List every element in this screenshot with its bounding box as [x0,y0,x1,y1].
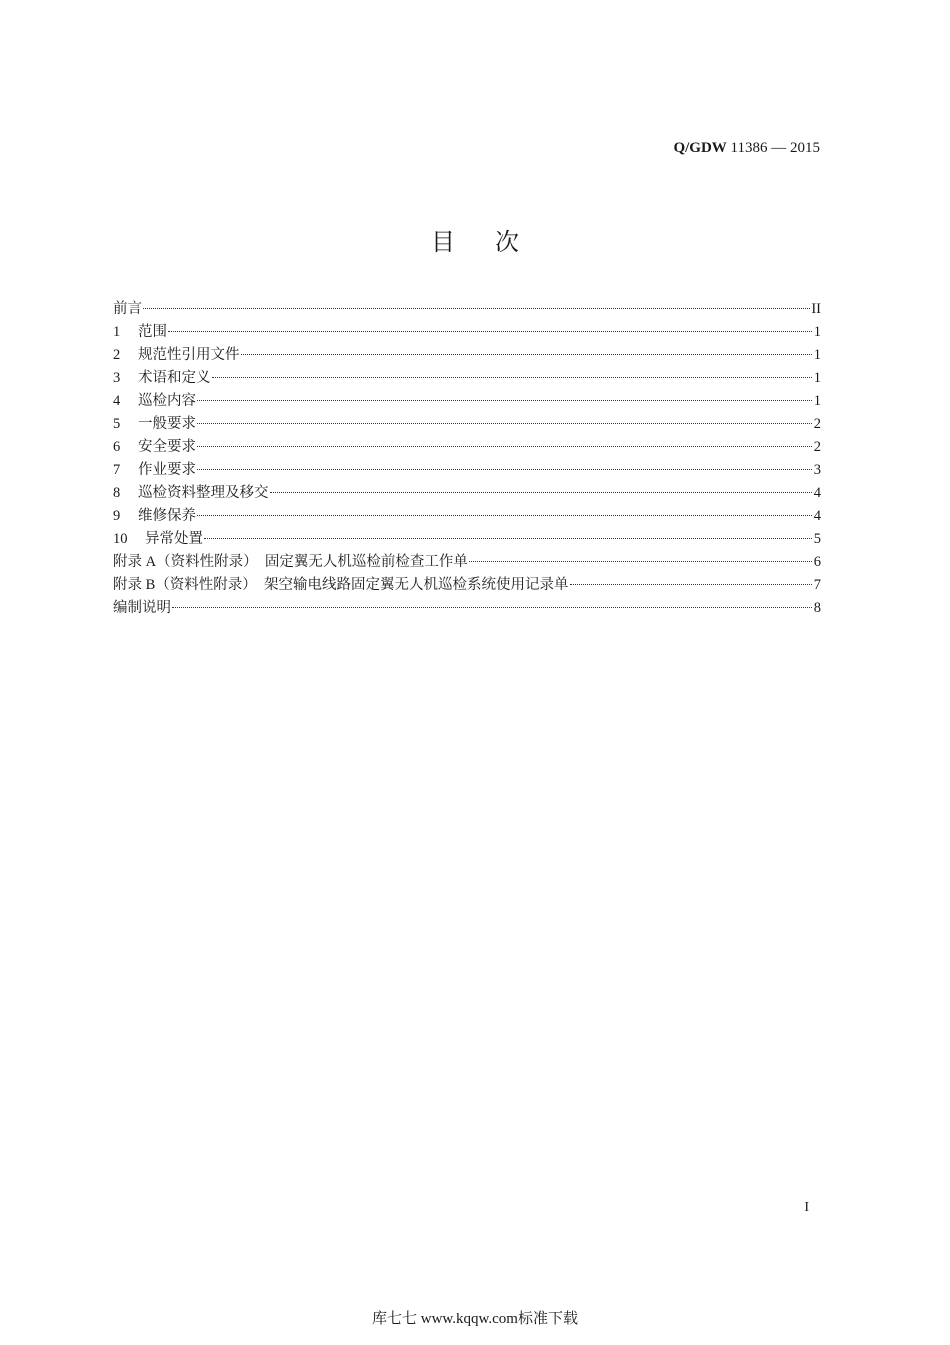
toc-entry-page: 4 [813,508,821,524]
toc-entry-page: 7 [813,577,821,593]
toc-entry-number: 6 [113,439,121,455]
toc-entry[interactable] [113,298,821,321]
toc-entry[interactable] [113,321,821,344]
page-number: I [804,1200,809,1215]
toc-entry[interactable] [113,344,821,367]
standard-code-header [673,140,820,157]
toc-entry[interactable] [113,505,821,528]
toc-entry-number: 5 [113,416,121,432]
toc-entry-page: 1 [813,370,821,386]
toc-dot-leader [570,584,812,585]
toc-entry-label: 作业要求 [138,462,196,478]
page-title: 目次 [431,228,559,256]
toc-entry-label: 附录 A（资料性附录） 固定翼无人机巡检前检查工作单 [113,554,468,570]
toc-entry-page: II [811,301,821,317]
toc-entry-number: 7 [113,462,121,478]
toc-entry[interactable] [113,459,821,482]
toc-entry[interactable] [113,482,821,505]
toc-entry-page: 3 [813,462,821,478]
toc-entry-label: 巡检资料整理及移交 [138,485,269,501]
toc-dot-leader [241,354,813,355]
toc-entry-label: 巡检内容 [138,393,196,409]
toc-entry[interactable] [113,413,821,436]
toc-entry[interactable] [113,574,821,597]
toc-entry-label: 编制说明 [113,600,171,616]
toc-entry-page: 8 [813,600,821,616]
footer-watermark: 库七七 www.kqqw.com标准下载 [372,1311,578,1327]
toc-entry-label: 维修保养 [138,508,196,524]
toc-entry-number: 9 [113,508,121,524]
toc-dot-leader [197,400,812,401]
toc-entry-number: 3 [113,370,121,386]
toc-dot-leader [204,538,812,539]
toc-dot-leader [197,469,812,470]
table-of-contents [113,298,821,620]
toc-dot-leader [212,377,813,378]
toc-dot-leader [168,331,812,332]
toc-entry[interactable] [113,390,821,413]
toc-dot-leader [469,561,812,562]
toc-entry-number: 2 [113,347,121,363]
toc-entry-page: 6 [813,554,821,570]
toc-entry[interactable] [113,436,821,459]
toc-entry-number: 8 [113,485,121,501]
toc-entry-page: 2 [813,416,821,432]
toc-entry-page: 1 [813,347,821,363]
toc-entry-label: 异常处置 [145,531,203,547]
toc-entry[interactable] [113,551,821,574]
toc-dot-leader [143,308,810,309]
toc-entry-label: 一般要求 [138,416,196,432]
toc-entry-label: 附录 B（资料性附录） 架空输电线路固定翼无人机巡检系统使用记录单 [113,577,569,593]
toc-entry[interactable] [113,597,821,620]
toc-entry-page: 1 [813,324,821,340]
toc-entry-page: 5 [813,531,821,547]
toc-dot-leader [197,423,812,424]
toc-entry-label: 术语和定义 [138,370,211,386]
standard-number: 11386 — 2015 [730,140,820,156]
toc-dot-leader [197,446,812,447]
toc-entry-number: 10 [113,531,128,547]
toc-entry-number: 1 [113,324,121,340]
toc-entry[interactable] [113,528,821,551]
toc-entry-page: 1 [813,393,821,409]
toc-entry-page: 4 [813,485,821,501]
toc-entry-number: 4 [113,393,121,409]
toc-dot-leader [197,515,812,516]
toc-dot-leader [270,492,813,493]
toc-entry[interactable] [113,367,821,390]
standard-prefix: Q/GDW [673,140,727,156]
toc-dot-leader [172,607,812,608]
toc-entry-label: 安全要求 [138,439,196,455]
toc-entry-label: 规范性引用文件 [138,347,240,363]
toc-entry-label: 前言 [113,301,142,317]
toc-entry-label: 范围 [138,324,167,340]
toc-entry-page: 2 [813,439,821,455]
